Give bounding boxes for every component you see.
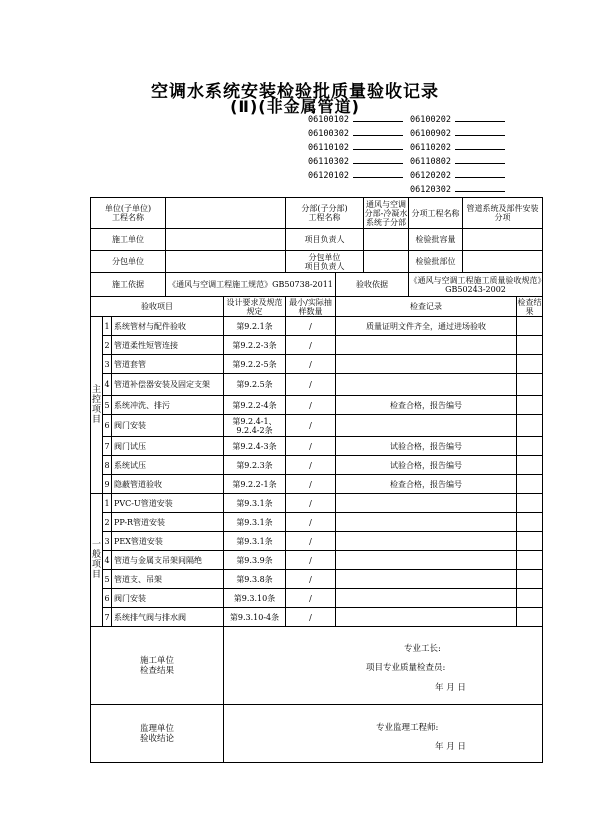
main-item-sample[interactable]: / bbox=[286, 475, 336, 494]
general-item-record[interactable] bbox=[336, 570, 517, 589]
general-item-sample[interactable]: / bbox=[286, 589, 336, 608]
general-item-result[interactable] bbox=[517, 589, 543, 608]
general-item-no: 3 bbox=[103, 532, 112, 551]
batch-part-label: 检验批部位 bbox=[409, 251, 463, 273]
code-left-5: 06120102 bbox=[308, 169, 403, 181]
construction-basis-label: 施工依据 bbox=[91, 273, 166, 297]
general-items-group-label: 一般项目 bbox=[91, 494, 103, 627]
code-right-2: 06100902 bbox=[410, 127, 505, 139]
general-item-name: 管道与金属支吊架间隔绝 bbox=[112, 551, 224, 570]
code-left-4: 06110302 bbox=[308, 155, 403, 167]
main-item-name: 系统试压 bbox=[112, 456, 224, 475]
general-item-result[interactable] bbox=[517, 513, 543, 532]
general-item-name: PEX管道安装 bbox=[112, 532, 224, 551]
main-item-record[interactable]: 检查合格，报告编号 bbox=[336, 475, 517, 494]
general-item-sample[interactable]: / bbox=[286, 551, 336, 570]
main-item-no: 1 bbox=[103, 317, 112, 336]
unit-project-label: 单位(子单位) 工程名称 bbox=[91, 198, 166, 229]
main-item-no: 6 bbox=[103, 415, 112, 437]
acceptance-basis-value: 《通风与空调工程施工质量验收规范》GB50243-2002 bbox=[409, 273, 543, 297]
main-item-spec: 第9.2.1条 bbox=[224, 317, 286, 336]
general-item-record[interactable] bbox=[336, 494, 517, 513]
code-right-4: 06110802 bbox=[410, 155, 505, 167]
general-item-record[interactable] bbox=[336, 589, 517, 608]
general-item-result[interactable] bbox=[517, 570, 543, 589]
general-item-record[interactable] bbox=[336, 532, 517, 551]
col-header-spec: 设计要求及规范规定 bbox=[224, 297, 286, 317]
code-left-3: 06110102 bbox=[308, 141, 403, 153]
subcontractor-label: 分包单位 bbox=[91, 251, 166, 273]
main-item-name: 管道柔性短管连接 bbox=[112, 336, 224, 355]
supervising-engineer-label: 专业监理工程师: bbox=[376, 723, 439, 733]
main-item-no: 5 bbox=[103, 396, 112, 415]
batch-capacity-value[interactable] bbox=[463, 229, 543, 251]
general-item-sample[interactable]: / bbox=[286, 532, 336, 551]
main-item-name: 隐蔽管道验收 bbox=[112, 475, 224, 494]
main-item-record[interactable] bbox=[336, 374, 517, 396]
code-right-6: 06120302 bbox=[410, 183, 505, 195]
construction-sign-area[interactable] bbox=[224, 627, 543, 705]
code-right-1: 06100202 bbox=[410, 113, 505, 125]
supervision-conclusion-label: 监理单位 验收结论 bbox=[91, 705, 224, 763]
general-item-no: 5 bbox=[103, 570, 112, 589]
main-item-result[interactable] bbox=[517, 336, 543, 355]
project-manager-label: 项目负责人 bbox=[286, 229, 364, 251]
batch-part-value[interactable] bbox=[463, 251, 543, 273]
main-item-sample[interactable]: / bbox=[286, 336, 336, 355]
general-item-no: 1 bbox=[103, 494, 112, 513]
main-item-record[interactable]: 质量证明文件齐全，通过进场验收 bbox=[336, 317, 517, 336]
general-item-name: 阀门安装 bbox=[112, 589, 224, 608]
main-item-no: 7 bbox=[103, 437, 112, 456]
main-item-spec: 第9.2.2-4条 bbox=[224, 396, 286, 415]
code-left-2: 06100302 bbox=[308, 127, 403, 139]
main-item-no: 2 bbox=[103, 336, 112, 355]
main-item-record[interactable]: 试验合格，报告编号 bbox=[336, 456, 517, 475]
main-item-result[interactable] bbox=[517, 396, 543, 415]
general-item-record[interactable] bbox=[336, 513, 517, 532]
general-item-spec: 第9.3.1条 bbox=[224, 513, 286, 532]
general-item-no: 6 bbox=[103, 589, 112, 608]
division-value[interactable]: 通风与空调分部-冷凝水系统子分部 bbox=[364, 199, 408, 227]
general-item-no: 7 bbox=[103, 608, 112, 627]
main-item-sample[interactable]: / bbox=[286, 355, 336, 374]
general-item-no: 2 bbox=[103, 513, 112, 532]
main-item-record[interactable]: 试验合格，报告编号 bbox=[336, 437, 517, 456]
code-right-5: 06120202 bbox=[410, 169, 505, 181]
main-item-spec: 第9.2.4-3条 bbox=[224, 437, 286, 456]
main-items-group-label: 主控项目 bbox=[91, 317, 103, 494]
batch-capacity-label: 检验批容量 bbox=[409, 229, 463, 251]
main-item-result[interactable] bbox=[517, 374, 543, 396]
general-item-record[interactable] bbox=[336, 608, 517, 627]
contractor-label: 施工单位 bbox=[91, 229, 166, 251]
main-item-spec: 第9.2.2-3条 bbox=[224, 336, 286, 355]
main-item-name: 阀门试压 bbox=[112, 437, 224, 456]
division-label: 分部(子分部) 工程名称 bbox=[286, 198, 364, 229]
general-item-record[interactable] bbox=[336, 551, 517, 570]
col-header-result: 检查结果 bbox=[517, 297, 542, 316]
col-header-sample: 最小/实际抽样数量 bbox=[286, 297, 336, 317]
main-item-sample[interactable]: / bbox=[286, 317, 336, 336]
general-item-no: 4 bbox=[103, 551, 112, 570]
main-item-record[interactable] bbox=[336, 336, 517, 355]
acceptance-basis-label: 验收依据 bbox=[336, 273, 409, 297]
main-item-name: 管道套管 bbox=[112, 355, 224, 374]
main-item-no: 9 bbox=[103, 475, 112, 494]
general-item-result[interactable] bbox=[517, 494, 543, 513]
general-item-sample[interactable]: / bbox=[286, 608, 336, 627]
general-item-spec: 第9.3.10条 bbox=[224, 589, 286, 608]
main-item-result[interactable] bbox=[517, 317, 543, 336]
general-item-name: PP-R管道安装 bbox=[112, 513, 224, 532]
general-item-spec: 第9.3.9条 bbox=[224, 551, 286, 570]
construction-result-label: 施工单位 检查结果 bbox=[91, 627, 224, 705]
main-item-spec: 第9.2.3条 bbox=[224, 456, 286, 475]
main-item-sample[interactable]: / bbox=[286, 415, 336, 437]
main-item-name: 系统冲洗、排污 bbox=[112, 396, 224, 415]
main-item-sample[interactable]: / bbox=[286, 437, 336, 456]
main-item-spec: 第9.2.2-1条 bbox=[224, 475, 286, 494]
general-item-sample[interactable]: / bbox=[286, 494, 336, 513]
sub-pm-value[interactable] bbox=[364, 251, 409, 273]
code-list bbox=[0, 0, 590, 197]
general-item-result[interactable] bbox=[517, 551, 543, 570]
main-item-spec: 第9.2.5条 bbox=[224, 374, 286, 396]
general-item-name: 系统排气阀与排水阀 bbox=[112, 608, 224, 627]
inspection-record-table bbox=[90, 197, 543, 763]
main-item-no: 8 bbox=[103, 456, 112, 475]
general-item-name: PVC-U管道安装 bbox=[112, 494, 224, 513]
general-item-spec: 第9.3.10-4条 bbox=[224, 608, 286, 627]
subcontractor-value[interactable] bbox=[166, 251, 286, 273]
main-item-sample[interactable]: / bbox=[286, 456, 336, 475]
foreman-label: 专业工长: bbox=[404, 644, 441, 654]
main-item-record[interactable] bbox=[336, 415, 517, 437]
main-item-name: 阀门安装 bbox=[112, 415, 224, 437]
main-item-name: 管道补偿器安装及固定支架 bbox=[112, 374, 224, 396]
unit-project-value[interactable] bbox=[166, 198, 286, 229]
main-item-no: 4 bbox=[103, 374, 112, 396]
main-item-record[interactable] bbox=[336, 355, 517, 374]
construction-date: 年 月 日 bbox=[435, 683, 466, 693]
contractor-value[interactable] bbox=[166, 229, 286, 251]
main-item-sample[interactable]: / bbox=[286, 374, 336, 396]
general-item-result[interactable] bbox=[517, 532, 543, 551]
main-item-record[interactable]: 检查合格，报告编号 bbox=[336, 396, 517, 415]
general-item-sample[interactable]: / bbox=[286, 570, 336, 589]
main-item-sample[interactable]: / bbox=[286, 396, 336, 415]
general-item-spec: 第9.3.1条 bbox=[224, 494, 286, 513]
general-item-result[interactable] bbox=[517, 608, 543, 627]
col-header-item: 验收项目 bbox=[91, 297, 224, 317]
general-item-spec: 第9.3.8条 bbox=[224, 570, 286, 589]
page-title: 空调水系统安装检验批质量验收记录 bbox=[151, 82, 439, 102]
main-item-result[interactable] bbox=[517, 437, 543, 456]
col-header-record: 检查记录 bbox=[336, 297, 517, 317]
main-item-spec: 第9.2.4-1、9.2.4-2条 bbox=[224, 415, 286, 437]
sub-pm-label: 分包单位 项目负责人 bbox=[286, 251, 364, 273]
main-item-result[interactable] bbox=[517, 456, 543, 475]
subitem-label: 分项工程名称 bbox=[409, 198, 463, 229]
page-subtitle: (Ⅱ)(非金属管道) bbox=[230, 97, 360, 116]
main-item-result[interactable] bbox=[517, 415, 543, 437]
quality-inspector-label: 项目专业质量检查员: bbox=[366, 663, 446, 673]
main-item-no: 3 bbox=[103, 355, 112, 374]
code-right-3: 06110202 bbox=[410, 141, 505, 153]
main-item-spec: 第9.2.2-5条 bbox=[224, 355, 286, 374]
construction-basis-value: 《通风与空调工程施工规范》GB50738-2011 bbox=[166, 273, 336, 297]
main-item-result[interactable] bbox=[517, 475, 543, 494]
project-manager-value[interactable] bbox=[364, 229, 409, 251]
supervision-sign-area[interactable] bbox=[224, 705, 543, 763]
supervision-date: 年 月 日 bbox=[435, 742, 466, 752]
general-item-name: 管道支、吊架 bbox=[112, 570, 224, 589]
general-item-spec: 第9.3.1条 bbox=[224, 532, 286, 551]
main-item-name: 系统管材与配件验收 bbox=[112, 317, 224, 336]
subitem-value[interactable]: 管道系统及部件安装分项 bbox=[463, 198, 543, 229]
code-left-1: 06100102 bbox=[308, 113, 403, 125]
main-item-result[interactable] bbox=[517, 355, 543, 374]
general-item-sample[interactable]: / bbox=[286, 513, 336, 532]
